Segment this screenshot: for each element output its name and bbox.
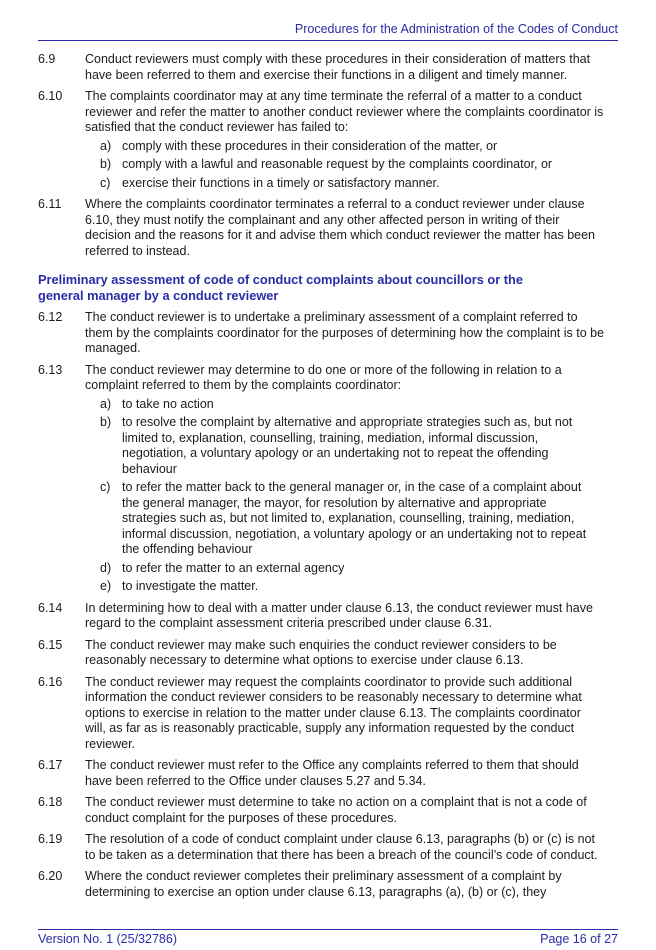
clause-6-20: [38, 869, 618, 900]
clause-number: 6.20: [38, 869, 63, 883]
subitem-e: [100, 579, 605, 595]
subitem-list: [100, 397, 605, 595]
clause-6-14: [38, 601, 618, 632]
clause-text: In determining how to deal with a matter under clause 6.13, the conduct reviewer must have regard to the complaint assessment criteria prescribed under clause 6.31.: [85, 600, 593, 630]
clause-number: 6.10: [38, 89, 63, 103]
clause-text: The conduct reviewer must refer to the Office any complaints referred to them that should have been referred to the Office under clauses 5.27 and 5.34.: [85, 758, 579, 788]
clause-6-18: [38, 795, 618, 826]
clause-number: 6.11: [38, 197, 62, 211]
section-heading-line2: general manager by a conduct reviewer: [38, 288, 279, 303]
subitem-text: exercise their functions in a timely or satisfactory manner.: [122, 175, 440, 190]
running-header: [38, 22, 618, 41]
clause-6-11: [38, 197, 618, 259]
subitem-letter: a): [100, 396, 112, 411]
clause-6-12: [38, 310, 618, 357]
subitem-a: [100, 139, 605, 155]
subitem-c: [100, 176, 605, 192]
subitem-letter: c): [100, 480, 111, 494]
clause-6-15: [38, 638, 618, 669]
clause-6-10: [38, 89, 618, 191]
clause-number: 6.15: [38, 637, 63, 652]
subitem-letter: d): [100, 560, 112, 575]
subitem-text: to refer the matter back to the general manager or, in the case of a complaint about the general manager, the mayor, for resolution by alternative and appropriate strategies such as, but not limited to, explanation, counselling, training, mediation, informal discussion, negotiation, a voluntary apology or an undertaking not to repeat the offending behaviour: [122, 480, 587, 556]
section-heading: [38, 272, 618, 304]
clause-number: 6.19: [38, 832, 63, 846]
footer-page-number: Page 16 of 27: [540, 932, 618, 946]
clause-text: The conduct reviewer may make such enquiries the conduct reviewer considers to be reasonably necessary to determine what options to exercise under clause 6.13.: [85, 637, 557, 667]
clause-number: 6.18: [38, 795, 63, 809]
subitem-letter: a): [100, 138, 112, 153]
subitem-list: [100, 139, 605, 192]
running-header-title: Procedures for the Administration of the Codes of Conduct: [294, 22, 618, 36]
clause-number: 6.16: [38, 674, 63, 689]
subitem-b: [100, 415, 605, 477]
clause-text: Where the conduct reviewer completes their preliminary assessment of a complaint by determining to exercise an option under clause 6.13, paragraphs (a), (b) or (c), they: [85, 869, 562, 899]
subitem-text: comply with a lawful and reasonable request by the complaints coordinator, or: [122, 157, 553, 171]
clause-number: 6.14: [38, 600, 63, 615]
subitem-a: [100, 397, 605, 413]
clause-6-19: [38, 832, 618, 863]
subitem-text: comply with these procedures in their consideration of the matter, or: [122, 138, 498, 153]
clause-text: The conduct reviewer must determine to take no action on a complaint that is not a code of conduct complaint for the purposes of these procedures.: [85, 795, 587, 825]
clause-text: Where the complaints coordinator terminates a referral to a conduct reviewer under clause 6.10, they must notify the complainant and any other affected person in writing of their decision and the reasons for it and advise them which conduct reviewer the matter has been referred to instead.: [85, 197, 596, 258]
clause-text: Conduct reviewers must comply with these procedures in their consideration of matters that have been referred to them and exercise their functions in a diligent and timely manner.: [85, 52, 591, 82]
clause-6-13: [38, 363, 618, 595]
subitem-letter: b): [100, 415, 112, 429]
clause-number: 6.12: [38, 310, 63, 324]
subitem-letter: c): [100, 175, 111, 190]
clause-text: The resolution of a code of conduct complaint under clause 6.13, paragraphs (b) or (c) is not to be taken as a determination that there has been a breach of the council’s code of conduct.: [85, 832, 598, 862]
page-content: [38, 41, 618, 900]
clause-text: The conduct reviewer may request the complaints coordinator to provide such additional information the conduct reviewer considers to be reasonably necessary to determine what options to exercise in relation to the matter under clause 6.13. The complaints coordinator will, as far as is reasonably practicable, supply any information requested by the conduct reviewer.: [85, 674, 582, 751]
subitem-letter: e): [100, 579, 112, 593]
clause-text: The conduct reviewer may determine to do one or more of the following in relation to a complaint referred to them by the complaints coordinator:: [85, 362, 562, 392]
section-heading-line1: Preliminary assessment of code of conduct complaints about councillors or the: [38, 272, 523, 287]
page-footer: [38, 929, 618, 947]
document-page: [38, 0, 618, 950]
subitem-letter: b): [100, 157, 112, 171]
subitem-text: to resolve the complaint by alternative and appropriate strategies such as, but not limited to, explanation, counselling, training, mediation, informal discussion, negotiation, a voluntary apology or an undertaking not to repeat the offending behaviour: [122, 415, 573, 476]
clause-text: The complaints coordinator may at any time terminate the referral of a matter to a conduct reviewer and refer the matter to another conduct reviewer where the complaints coordinator is satisfied that the conduct reviewer has failed to:: [85, 89, 604, 134]
footer-version-text: Version No. 1 (25/32786): [38, 932, 177, 946]
clause-text: The conduct reviewer is to undertake a preliminary assessment of a complaint referred to them by the complaints coordinator for the purposes of determining how the complaint is to be managed.: [85, 310, 605, 355]
subitem-text: to investigate the matter.: [122, 579, 259, 593]
subitem-text: to refer the matter to an external agency: [122, 560, 345, 575]
clause-number: 6.13: [38, 362, 63, 377]
subitem-d: [100, 561, 605, 577]
subitem-b: [100, 157, 605, 173]
clause-6-9: [38, 52, 618, 83]
subitem-text: to take no action: [122, 396, 214, 411]
clause-6-17: [38, 758, 618, 789]
clause-6-16: [38, 675, 618, 753]
clause-number: 6.17: [38, 758, 63, 772]
subitem-c: [100, 480, 605, 558]
clause-number: 6.9: [38, 52, 56, 66]
